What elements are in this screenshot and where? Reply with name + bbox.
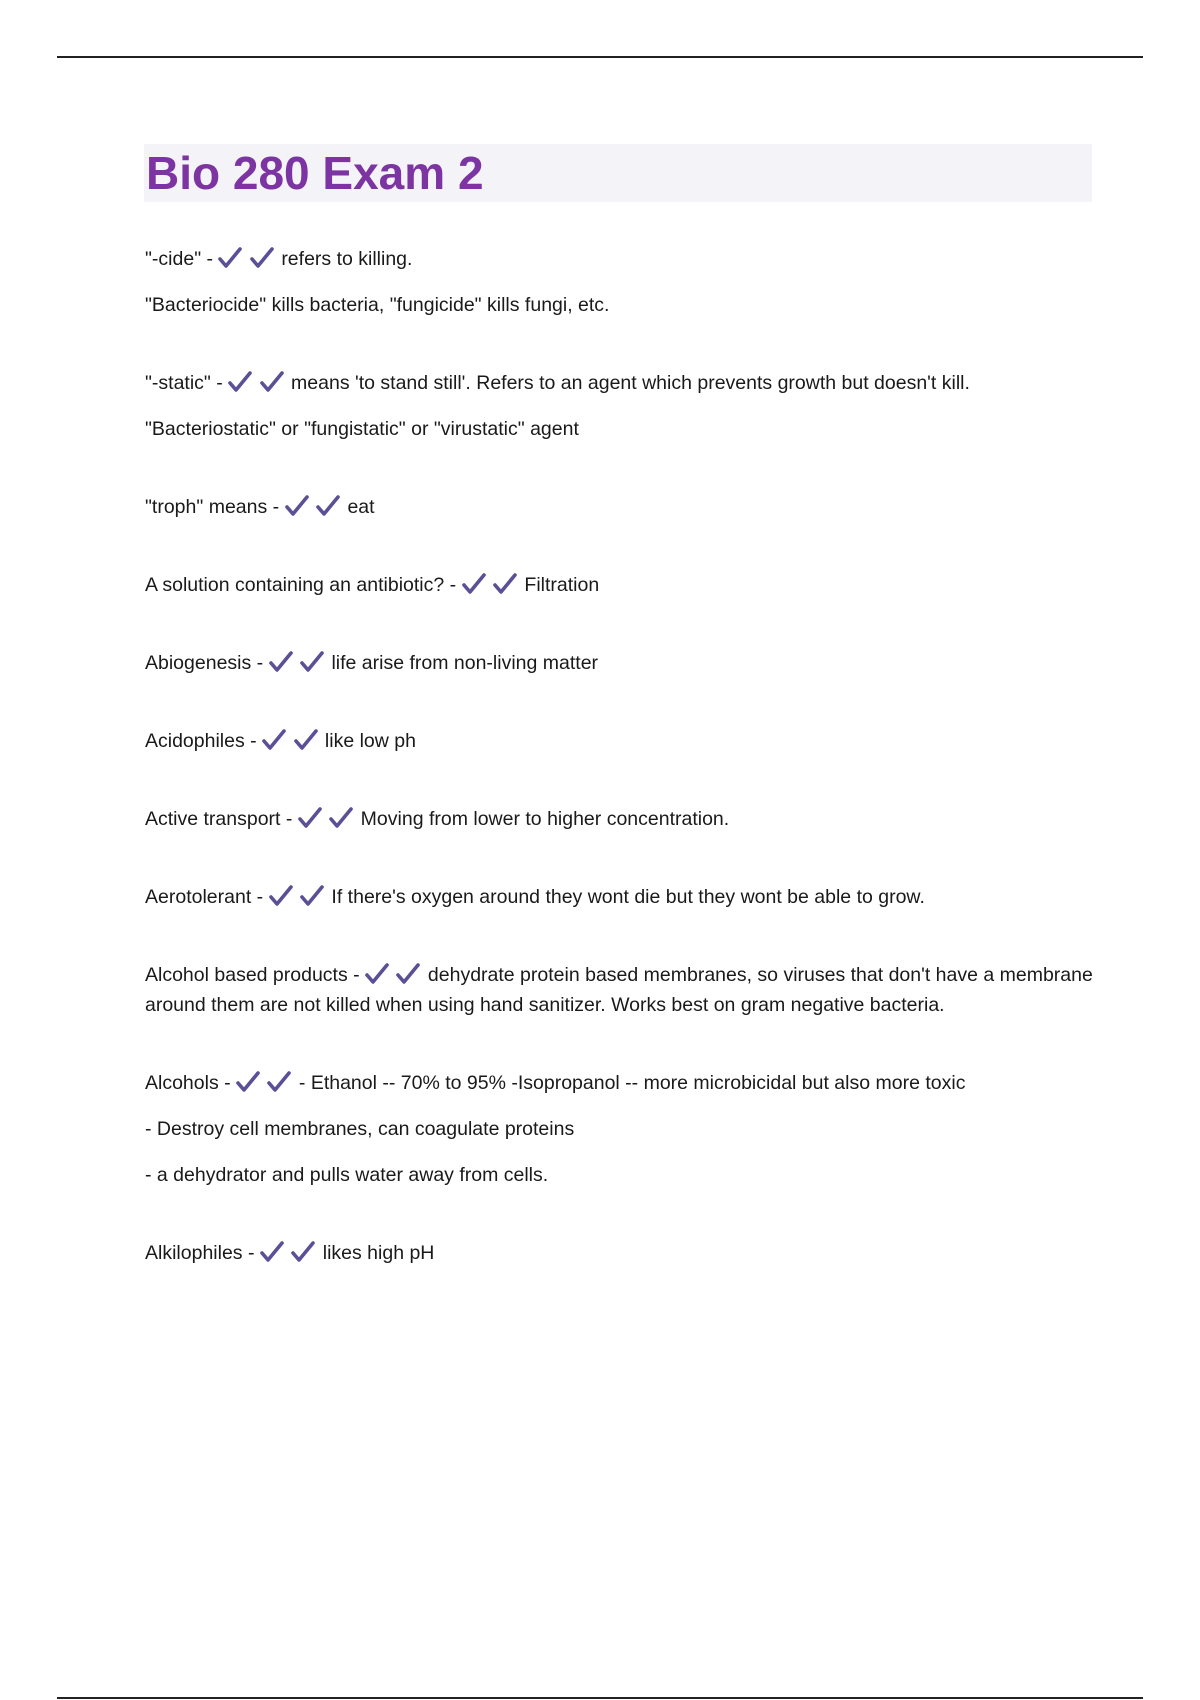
entry-term: Alcohols [145, 1072, 219, 1094]
entry-answer: - Ethanol -- 70% to 95% -Isopropanol -- more microbicidal but also more toxic [298, 1072, 966, 1094]
entry-line: A solution containing an antibiotic? - Filtration [145, 574, 600, 596]
entry-item [145, 244, 1095, 320]
entry-item [145, 960, 1095, 1020]
entry-list [145, 244, 1095, 1316]
entry-answer: life arise from non-living matter [331, 652, 599, 674]
entry-item [145, 882, 1095, 912]
entry-answer: If there's oxygen around they wont die but they wont be able to grow. [331, 886, 925, 908]
entry-detail: "Bacteriocide" kills bacteria, "fungicide" kills fungi, etc. [145, 294, 610, 316]
check-mark-icon [316, 495, 342, 517]
check-mark-icon [300, 651, 326, 673]
entry-line: Active transport - Moving from lower to higher concentration. [145, 808, 730, 830]
entry-item [145, 368, 1095, 444]
check-mark-icon [260, 371, 286, 393]
check-mark-icon [262, 729, 288, 751]
check-mark-icon [300, 885, 326, 907]
entry-line: Alcohols - - Ethanol -- 70% to 95% -Isopropanol -- more microbicidal but also more toxic [145, 1072, 966, 1094]
entry-term: A solution containing an antibiotic? [145, 574, 445, 596]
entry-line: Alkilophiles - likes high pH [145, 1242, 435, 1264]
entry-item [145, 726, 1095, 756]
entry-term: "-cide" [145, 248, 202, 270]
entry-line: "-cide" - refers to killing. [145, 248, 413, 270]
check-mark-icon [260, 1241, 286, 1263]
entry-line: "-static" - means 'to stand still'. Refers to an agent which prevents growth but doesn't kill. [145, 372, 970, 394]
entry-term: Abiogenesis [145, 652, 252, 674]
check-mark-icon [218, 247, 244, 269]
entry-detail: "Bacteriostatic" or "fungistatic" or "virustatic" agent [145, 418, 579, 440]
check-mark-icon [298, 807, 324, 829]
check-mark-icon [267, 1071, 293, 1093]
entry-term: "troph" means [145, 496, 268, 518]
check-mark-icon [462, 573, 488, 595]
check-mark-icon [291, 1241, 317, 1263]
check-mark-icon [250, 247, 276, 269]
check-mark-icon [236, 1071, 262, 1093]
entry-answer: means 'to stand still'. Refers to an agent which prevents growth but doesn't kill. [291, 372, 970, 394]
check-mark-icon [329, 807, 355, 829]
entry-answer: Moving from lower to higher concentration. [360, 808, 730, 830]
top-rule [57, 56, 1143, 58]
entry-answer: like low ph [324, 730, 416, 752]
entry-line: Alcohol based products - dehydrate protein based membranes, so viruses that don't have a membrane around them are not killed when using hand sanitizer. Works best on gram negative bacteria. [145, 964, 1093, 1016]
entry-line: Abiogenesis - life arise from non-living matter [145, 652, 599, 674]
entry-term: Active transport [145, 808, 281, 830]
entry-line: "troph" means - eat [145, 496, 375, 518]
entry-answer: Filtration [524, 574, 600, 596]
check-mark-icon [365, 963, 391, 985]
entry-item [145, 1068, 1095, 1190]
check-mark-icon [269, 885, 295, 907]
check-mark-icon [493, 573, 519, 595]
check-mark-icon [396, 963, 422, 985]
bottom-rule [57, 1697, 1143, 1699]
entry-answer: likes high pH [322, 1242, 435, 1264]
check-mark-icon [269, 651, 295, 673]
check-mark-icon [294, 729, 320, 751]
entry-detail: - a dehydrator and pulls water away from cells. [145, 1164, 549, 1186]
entry-item [145, 492, 1095, 522]
entry-item [145, 648, 1095, 678]
entry-item [145, 804, 1095, 834]
entry-term: Alkilophiles [145, 1242, 243, 1264]
entry-answer: dehydrate protein based membranes, so viruses that don't have a membrane around them are not killed when using hand sanitizer. Works best on gram negative bacteria. [145, 964, 1093, 1016]
entry-answer: eat [347, 496, 375, 518]
document-title: Bio 280 Exam 2 [146, 147, 484, 199]
entry-item [145, 570, 1095, 600]
entry-line: Aerotolerant - If there's oxygen around they wont die but they wont be able to grow. [145, 886, 925, 908]
entry-term: Alcohol based products [145, 964, 348, 986]
entry-answer: refers to killing. [281, 248, 413, 270]
entry-term: "-static" [145, 372, 211, 394]
entry-term: Aerotolerant [145, 886, 252, 908]
check-mark-icon [228, 371, 254, 393]
check-mark-icon [285, 495, 311, 517]
entry-detail: - Destroy cell membranes, can coagulate proteins [145, 1118, 575, 1140]
entry-term: Acidophiles [145, 730, 245, 752]
entry-item [145, 1238, 1095, 1268]
entry-line: Acidophiles - like low ph [145, 730, 416, 752]
